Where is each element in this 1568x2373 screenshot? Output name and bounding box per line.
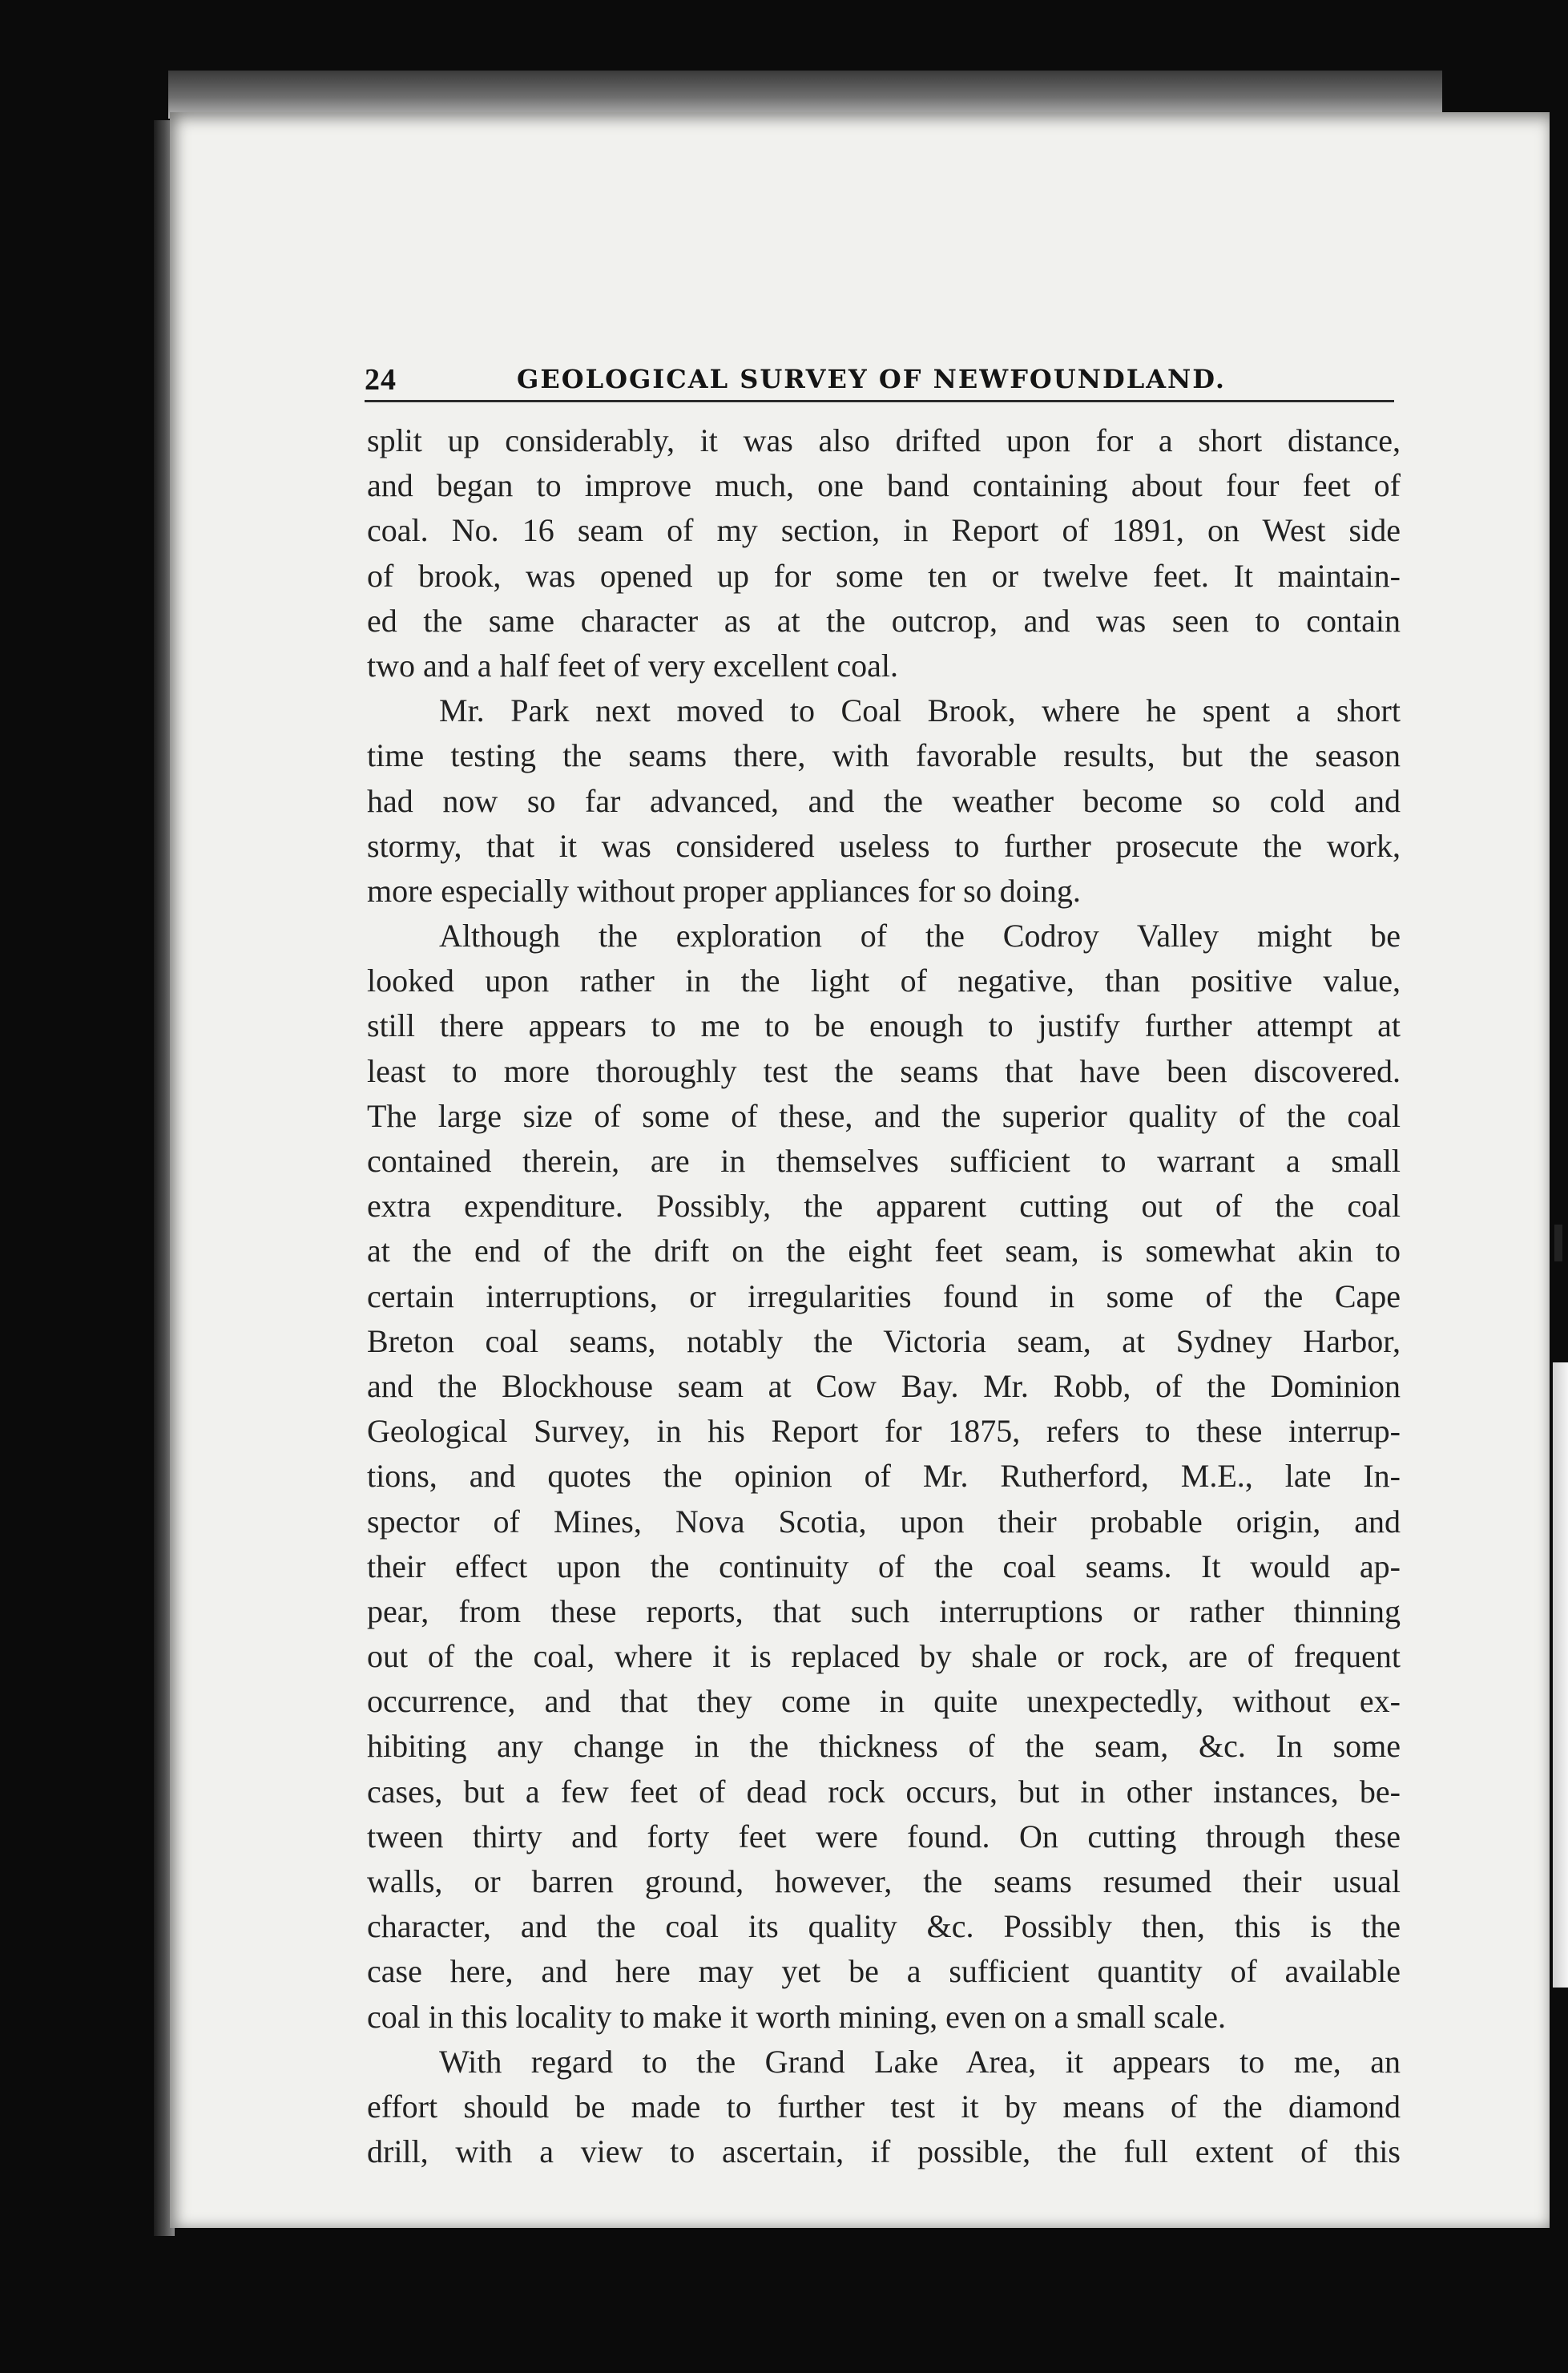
running-head-title: GEOLOGICAL SURVEY OF NEWFOUNDLAND. xyxy=(517,364,1227,394)
text-line: ed the same character as at the outcrop, and was seen to contain xyxy=(367,602,1401,639)
scan-top-edge xyxy=(168,71,1442,119)
adjacent-page-edge xyxy=(1551,0,1568,2373)
text-line: cases, but a few feet of dead rock occurs, but in other instances, be- xyxy=(367,1773,1401,1810)
text-line: Although the exploration of the Codroy Valley might be xyxy=(439,918,1401,954)
text-line: With regard to the Grand Lake Area, it appears to me, an xyxy=(439,2043,1401,2080)
text-line: spector of Mines, Nova Scotia, upon their probable origin, and xyxy=(367,1503,1401,1540)
text-line: hibiting any change in the thickness of the seam, &c. In some xyxy=(367,1728,1401,1765)
text-line: and the Blockhouse seam at Cow Bay. Mr. Robb, of the Dominion xyxy=(367,1367,1401,1404)
text-line: two and a half feet of very excellent coal. xyxy=(367,647,899,684)
text-line: effort should be made to further test it by means of the diamond xyxy=(367,2088,1401,2125)
text-line: more especially without proper appliances for so doing. xyxy=(367,872,1081,909)
text-line: and began to improve much, one band containing about four feet of xyxy=(367,467,1401,504)
adjacent-page-mark xyxy=(1554,1225,1562,1261)
page-number: 24 xyxy=(365,363,397,397)
text-line: pear, from these reports, that such interruptions or rather thinning xyxy=(367,1592,1401,1629)
text-line: walls, or barren ground, however, the seams resumed their usual xyxy=(367,1863,1401,1899)
text-line: split up considerably, it was also drifted upon for a short distance, xyxy=(367,422,1401,458)
header-rule xyxy=(365,400,1394,402)
text-line: character, and the coal its quality &c. Possibly then, this is the xyxy=(367,1908,1401,1945)
text-line: still there appears to me to be enough to justify further attempt at xyxy=(367,1007,1401,1044)
text-line: drill, with a view to ascertain, if possible, the full extent of this xyxy=(367,2133,1401,2170)
text-line: Mr. Park next moved to Coal Brook, where he spent a short xyxy=(439,692,1401,729)
running-head xyxy=(365,362,1394,401)
text-line: of brook, was opened up for some ten or twelve feet. It maintain- xyxy=(367,557,1401,594)
body-text xyxy=(367,418,1401,2174)
text-line: at the end of the drift on the eight feet seam, is somewhat akin to xyxy=(367,1233,1401,1269)
text-line: occurrence, and that they come in quite unexpectedly, without ex- xyxy=(367,1683,1401,1720)
text-line: time testing the seams there, with favorable results, but the season xyxy=(367,737,1401,774)
adjacent-page-sliver xyxy=(1553,1362,1568,1988)
text-line: had now so far advanced, and the weather become so cold and xyxy=(367,782,1401,819)
text-line: certain interruptions, or irregularities found in some of the Cape xyxy=(367,1277,1401,1314)
text-line: coal. No. 16 seam of my section, in Report of 1891, on West side xyxy=(367,512,1401,549)
text-line: least to more thoroughly test the seams that have been discovered. xyxy=(367,1052,1401,1089)
text-line: tween thirty and forty feet were found. On cutting through these xyxy=(367,1818,1401,1854)
text-line: contained therein, are in themselves sufficient to warrant a small xyxy=(367,1143,1401,1179)
text-line: Breton coal seams, notably the Victoria seam, at Sydney Harbor, xyxy=(367,1322,1401,1359)
text-line: The large size of some of these, and the superior quality of the coal xyxy=(367,1097,1401,1134)
text-line: out of the coal, where it is replaced by shale or rock, are of frequent xyxy=(367,1638,1401,1675)
text-line: case here, and here may yet be a sufficient quantity of available xyxy=(367,1953,1401,1990)
text-line: tions, and quotes the opinion of Mr. Rutherford, M.E., late In- xyxy=(367,1458,1401,1495)
text-line: coal in this locality to make it worth mining, even on a small scale. xyxy=(367,1998,1226,2035)
text-line: Geological Survey, in his Report for 1875, refers to these interrup- xyxy=(367,1413,1401,1450)
text-line: looked upon rather in the light of negative, than positive value, xyxy=(367,963,1401,999)
text-line: stormy, that it was considered useless to further prosecute the work, xyxy=(367,827,1401,864)
text-line: extra expenditure. Possibly, the apparent cutting out of the coal xyxy=(367,1188,1401,1225)
text-line: their effect upon the continuity of the coal seams. It would ap- xyxy=(367,1548,1401,1584)
